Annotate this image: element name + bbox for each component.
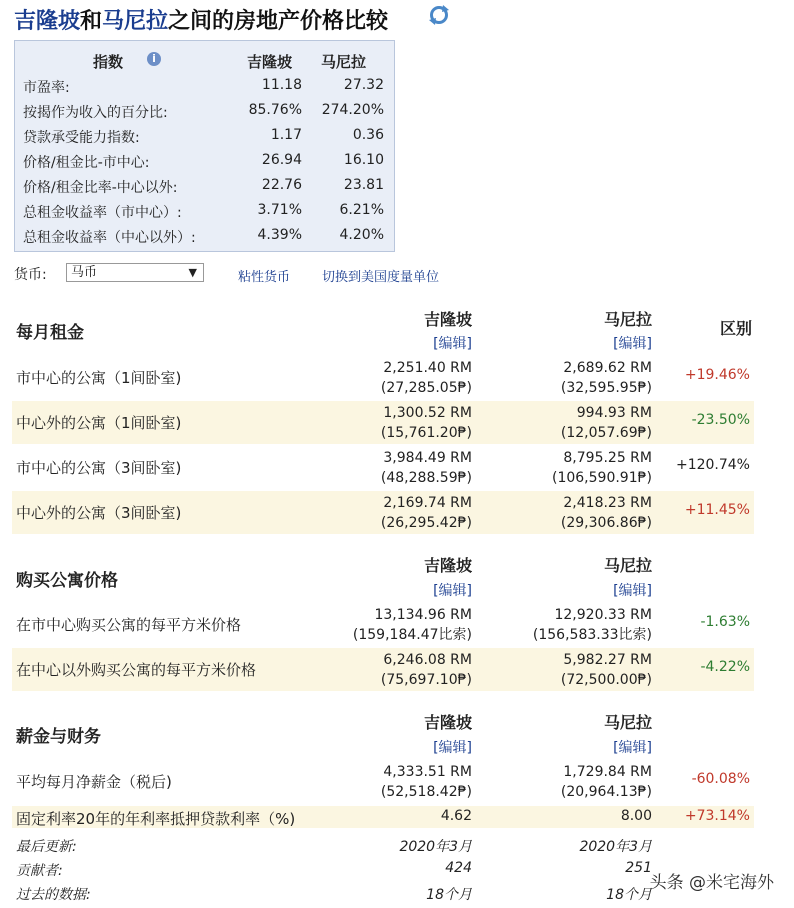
updated-label: 最后更新: — [16, 839, 77, 855]
row-label: 平均每月净薪金（税后) — [16, 773, 172, 791]
index-value-city-2: 274.20% — [321, 102, 384, 118]
index-row — [15, 152, 394, 176]
index-value-city-2: 16.10 — [343, 152, 384, 168]
past-data-label: 过去的数据: — [16, 887, 91, 903]
index-value-city-1: 22.76 — [261, 177, 302, 193]
chevron-down-icon: ▼ — [188, 266, 197, 279]
value-city-1: 2,169.74 RM (26,295.42₱) — [380, 495, 472, 531]
difference: +19.46% — [684, 367, 750, 383]
col-head-city-2: 马尼拉 — [603, 310, 652, 329]
row-label: 市中心的公寓（3间卧室) — [16, 459, 182, 477]
currency-select[interactable] — [66, 263, 204, 282]
index-header-city-1: 吉隆坡 — [247, 53, 293, 71]
watermark: 头条 @米宅海外 — [649, 873, 774, 893]
index-value-city-1: 1.17 — [270, 127, 302, 143]
col-head-city-2: 马尼拉 — [603, 713, 652, 732]
row-label: 中心外的公寓（1间卧室) — [16, 414, 182, 432]
edit-link-city-2[interactable]: [编辑] — [613, 740, 652, 756]
index-header: 指数 — [93, 53, 124, 71]
table-row — [12, 491, 754, 534]
index-value-city-2: 27.32 — [343, 77, 384, 93]
index-row — [15, 202, 394, 226]
title-connector: 和 — [80, 9, 103, 34]
contributors-city-2: 251 — [625, 860, 652, 876]
sticky-currency-link[interactable]: 粘性货币 — [238, 270, 291, 285]
value-city-2: 2,418.23 RM (29,306.86₱) — [560, 495, 652, 531]
edit-link-city-1[interactable]: [编辑] — [433, 740, 472, 756]
row-label: 中心外的公寓（3间卧室) — [16, 504, 182, 522]
table-row — [12, 356, 754, 399]
table-row — [12, 648, 754, 691]
updated-city-1: 2020年3月 — [399, 839, 472, 855]
page-title — [14, 4, 388, 35]
difference: +11.45% — [684, 502, 750, 518]
value-city-2: 994.93 RM (12,057.69₱) — [560, 405, 652, 441]
title-rest: 之间的房地产价格比较 — [168, 9, 389, 34]
value-city-2: 1,729.84 RM (20,964.13₱) — [560, 764, 652, 800]
index-value-city-2: 6.21% — [339, 202, 384, 218]
currency-label: 货币: — [14, 267, 47, 283]
value-city-2: 8,795.25 RM (106,590.91₱) — [552, 450, 652, 486]
mortgage-rate-row — [12, 806, 754, 828]
difference: -23.50% — [691, 412, 750, 428]
index-value-city-1: 85.76% — [248, 102, 302, 118]
refresh-icon[interactable] — [428, 4, 450, 26]
table-row — [12, 760, 754, 803]
updated-city-2: 2020年3月 — [579, 839, 652, 855]
past-data-city-1: 18个月 — [426, 887, 472, 903]
index-row — [15, 227, 394, 251]
index-row-label: 市盈率: — [23, 80, 70, 96]
difference: -1.63% — [700, 614, 750, 630]
difference: -4.22% — [700, 659, 750, 675]
value-city-1: 3,984.49 RM (48,288.59₱) — [380, 450, 472, 486]
past-data-city-2: 18个月 — [606, 887, 652, 903]
row-label: 市中心的公寓（1间卧室) — [16, 369, 182, 387]
value-city-1: 13,134.96 RM (159,184.47比索) — [352, 607, 472, 643]
index-value-city-1: 3.71% — [257, 202, 302, 218]
difference: +120.74% — [675, 457, 750, 473]
edit-link-city-2[interactable]: [编辑] — [613, 583, 652, 599]
col-head-city-1: 吉隆坡 — [423, 713, 472, 732]
index-value-city-1: 26.94 — [261, 152, 302, 168]
index-header-city-2: 马尼拉 — [321, 53, 367, 71]
section-title-buy: 购买公寓价格 — [16, 571, 118, 591]
value-city-1: 6,246.08 RM (75,697.10₱) — [380, 652, 472, 688]
difference: +73.14% — [684, 808, 750, 824]
index-summary-box — [14, 40, 395, 252]
title-city-1[interactable]: 吉隆坡 — [14, 9, 81, 34]
index-row — [15, 77, 394, 101]
index-row-label: 价格/租金比率-中心以外: — [23, 180, 178, 196]
contributors-label: 贡献者: — [16, 863, 63, 879]
difference: -60.08% — [691, 771, 750, 787]
section-title-rent: 每月租金 — [16, 323, 84, 343]
value-city-2: 8.00 — [620, 808, 652, 824]
us-units-link[interactable]: 切换到美国度量单位 — [322, 270, 440, 285]
table-row — [12, 401, 754, 444]
col-head-diff: 区别 — [719, 319, 752, 338]
section-title-salary: 薪金与财务 — [16, 727, 101, 747]
table-row — [12, 603, 754, 646]
index-row-label: 按揭作为收入的百分比: — [23, 105, 168, 121]
row-label: 在中心以外购买公寓的每平方米价格 — [16, 661, 257, 679]
index-value-city-2: 23.81 — [343, 177, 384, 193]
value-city-1: 4.62 — [440, 808, 472, 824]
edit-link-city-2[interactable]: [编辑] — [613, 336, 652, 352]
index-row-label: 价格/租金比-市中心: — [23, 155, 150, 171]
value-city-1: 2,251.40 RM (27,285.05₱) — [380, 360, 472, 396]
value-city-2: 5,982.27 RM (72,500.00₱) — [560, 652, 652, 688]
col-head-city-2: 马尼拉 — [603, 556, 652, 575]
col-head-city-1: 吉隆坡 — [423, 310, 472, 329]
edit-link-city-1[interactable]: [编辑] — [433, 336, 472, 352]
value-city-1: 1,300.52 RM (15,761.20₱) — [380, 405, 472, 441]
index-row — [15, 102, 394, 126]
index-row-label: 总租金收益率（中心以外）: — [23, 230, 196, 246]
row-label: 在市中心购买公寓的每平方米价格 — [16, 616, 242, 634]
edit-link-city-1[interactable]: [编辑] — [433, 583, 472, 599]
index-row — [15, 177, 394, 201]
index-value-city-1: 4.39% — [257, 227, 302, 243]
index-row-label: 贷款承受能力指数: — [23, 130, 140, 146]
value-city-1: 4,333.51 RM (52,518.42₱) — [380, 764, 472, 800]
index-value-city-2: 0.36 — [352, 127, 384, 143]
title-city-2[interactable]: 马尼拉 — [102, 9, 169, 34]
info-icon[interactable]: i — [147, 52, 161, 66]
index-row — [15, 127, 394, 151]
currency-selected: 马币 — [71, 265, 98, 280]
value-city-2: 12,920.33 RM (156,583.33比索) — [532, 607, 652, 643]
index-value-city-1: 11.18 — [261, 77, 302, 93]
row-label: 固定利率20年的年利率抵押贷款利率（%) — [16, 810, 296, 828]
table-row — [12, 446, 754, 489]
index-row-label: 总租金收益率（市中心）: — [23, 205, 182, 221]
index-value-city-2: 4.20% — [339, 227, 384, 243]
contributors-city-1: 424 — [445, 860, 472, 876]
value-city-2: 2,689.62 RM (32,595.95₱) — [560, 360, 652, 396]
col-head-city-1: 吉隆坡 — [423, 556, 472, 575]
